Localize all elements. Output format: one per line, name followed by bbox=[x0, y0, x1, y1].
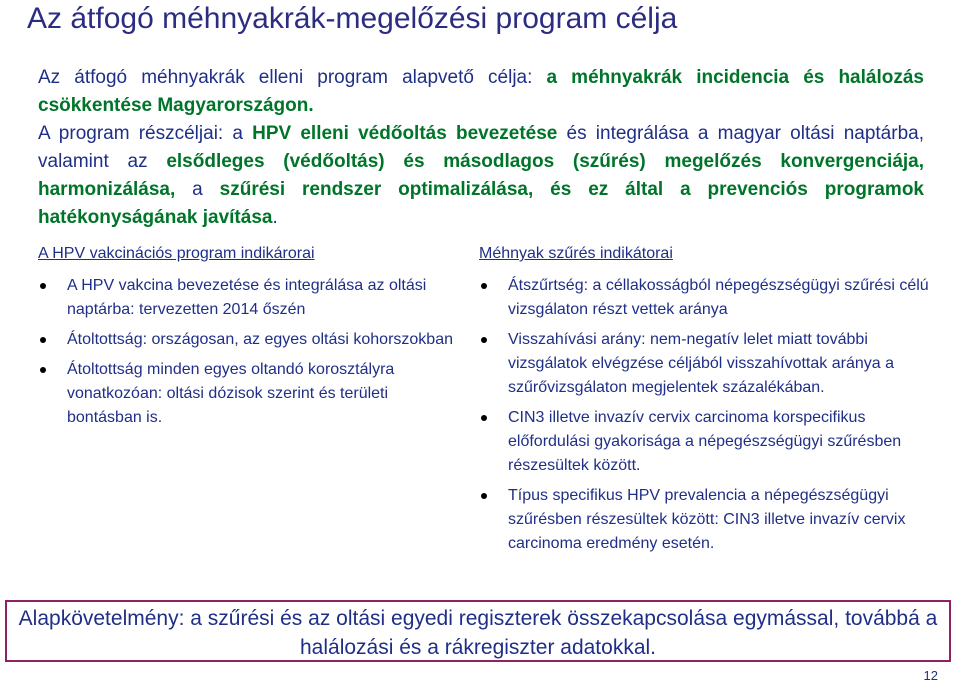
sub-goals-highlight-1: HPV elleni védőoltás bevezetése bbox=[252, 123, 558, 144]
bullet-icon bbox=[40, 367, 46, 373]
list-item bbox=[479, 328, 934, 400]
list-item bbox=[479, 484, 934, 556]
main-goal-label: Az átfogó méhnyakrák elleni program alapvető célja: bbox=[38, 67, 547, 88]
screening-indicators-heading: Méhnyak szűrés indikátorai bbox=[479, 245, 673, 262]
list-item-text: Átoltottság minden egyes oltandó korosztályra vonatkozóan: oltási dózisok szerint és területi bontásban is. bbox=[67, 361, 395, 426]
bullet-icon bbox=[481, 337, 487, 343]
main-goal-paragraph bbox=[38, 64, 924, 120]
list-item-text: Visszahívási arány: nem-negatív lelet miatt további vizsgálatok elvégzése céljából visszahívottak aránya a szűrővizsgálaton megjelentek százalékában. bbox=[508, 331, 894, 396]
main-goal-highlight: a méhnyakrák incidencia és halálozás csökkentése Magyarországon. bbox=[38, 67, 924, 116]
list-item-text: Átszűrtség: a céllakosságból népegészségügyi szűrési célú vizsgálaton részt vettek aránya bbox=[508, 277, 929, 318]
hpv-indicators-list bbox=[38, 274, 463, 436]
sub-goals-text-4: . bbox=[272, 207, 278, 228]
sub-goals-text-2: és integrálása a magyar oltási naptárba, valamint az bbox=[38, 123, 924, 172]
list-item-text: A HPV vakcina bevezetése és integrálása az oltási naptárba: tervezetten 2014 őszén bbox=[67, 277, 427, 318]
intro-text bbox=[38, 64, 924, 232]
list-item bbox=[479, 274, 934, 322]
list-item bbox=[38, 358, 463, 430]
bullet-icon bbox=[481, 415, 487, 421]
sub-goals-text-1: A program részcéljai: a bbox=[38, 123, 253, 144]
bullet-icon bbox=[481, 493, 487, 499]
list-item bbox=[479, 406, 934, 478]
sub-goals-highlight-2: elsődleges (védőoltás) és másodlagos (szűrés) megelőzés konvergenciája, harmonizálása, bbox=[38, 151, 925, 200]
sub-goals-text-3: a bbox=[175, 179, 220, 200]
sub-goals-paragraph bbox=[38, 120, 924, 232]
slide-title: Az átfogó méhnyakrák-megelőzési program célja bbox=[27, 2, 678, 35]
list-item bbox=[38, 274, 463, 322]
list-item-text: Típus specifikus HPV prevalencia a népegészségügyi szűrésben részesültek között: CIN3 illetve invazív cervix carcinoma eredmény esetén. bbox=[508, 487, 906, 552]
bullet-icon bbox=[481, 283, 487, 289]
sub-goals-highlight-3: szűrési rendszer optimalizálása, és ez által a prevenciós programok hatékonyságának javítása bbox=[38, 179, 924, 228]
list-item-text: CIN3 illetve invazív cervix carcinoma korspecifikus előfordulási gyakorisága a népegészségügyi szűrésben részesültek között. bbox=[508, 409, 902, 474]
list-item bbox=[38, 328, 463, 352]
bullet-icon bbox=[40, 337, 46, 343]
bullet-icon bbox=[40, 283, 46, 289]
page-number: 12 bbox=[923, 668, 938, 683]
hpv-indicators-heading: A HPV vakcinációs program indikárorai bbox=[38, 245, 315, 262]
requirement-box: Alapkövetelmény: a szűrési és az oltási egyedi regiszterek összekapcsolása egymással, továbbá a halálozási és a rákregiszter adatokkal. bbox=[5, 600, 951, 662]
list-item-text: Átoltottság: országosan, az egyes oltási kohorszokban bbox=[67, 331, 453, 348]
screening-indicators-list bbox=[479, 274, 934, 562]
